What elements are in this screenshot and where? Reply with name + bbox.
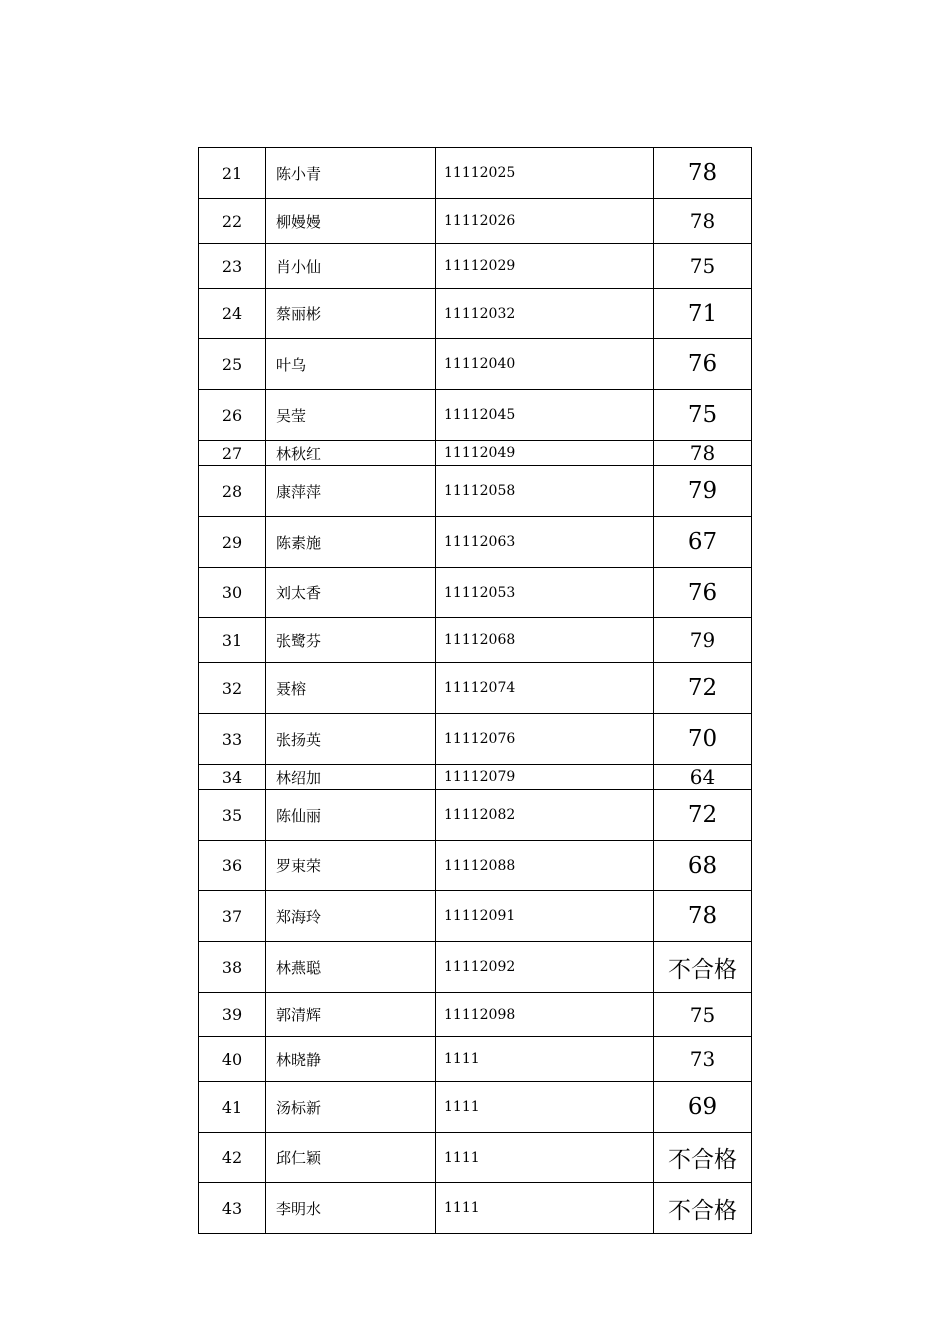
score-cell: 75 [654, 244, 752, 289]
row-number-cell: 31 [199, 618, 266, 663]
row-number-cell: 32 [199, 663, 266, 714]
row-number-cell: 42 [199, 1133, 266, 1183]
row-number-cell: 30 [199, 568, 266, 618]
row-number-cell: 28 [199, 466, 266, 517]
score-cell: 72 [654, 663, 752, 714]
student-name-cell: 蔡丽彬 [266, 289, 436, 339]
score-cell: 72 [654, 790, 752, 841]
row-number-cell: 33 [199, 714, 266, 765]
student-id-cell: 11112045 [436, 390, 654, 441]
table-row [199, 663, 752, 714]
score-cell: 78 [654, 441, 752, 466]
row-number-cell: 35 [199, 790, 266, 841]
table-row [199, 289, 752, 339]
table-row [199, 942, 752, 993]
score-cell: 78 [654, 148, 752, 199]
student-id-cell: 1111 [436, 1082, 654, 1133]
row-number-cell: 27 [199, 441, 266, 466]
score-cell: 不合格 [654, 942, 752, 993]
student-name-cell: 叶乌 [266, 339, 436, 390]
table-row [199, 148, 752, 199]
row-number-cell: 24 [199, 289, 266, 339]
table-row [199, 441, 752, 466]
row-number-cell: 39 [199, 993, 266, 1037]
student-name-cell: 聂榕 [266, 663, 436, 714]
student-name-cell: 吴莹 [266, 390, 436, 441]
student-id-cell: 1111 [436, 1133, 654, 1183]
student-name-cell: 郑海玲 [266, 891, 436, 942]
student-name-cell: 陈小青 [266, 148, 436, 199]
row-number-cell: 36 [199, 841, 266, 891]
student-name-cell: 康萍萍 [266, 466, 436, 517]
row-number-cell: 26 [199, 390, 266, 441]
student-name-cell: 李明水 [266, 1183, 436, 1234]
table-row [199, 993, 752, 1037]
row-number-cell: 25 [199, 339, 266, 390]
table-row [199, 568, 752, 618]
student-id-cell: 11112026 [436, 199, 654, 244]
score-cell: 67 [654, 517, 752, 568]
table-row [199, 1183, 752, 1234]
student-id-cell: 11112088 [436, 841, 654, 891]
score-cell: 69 [654, 1082, 752, 1133]
student-id-cell: 11112079 [436, 765, 654, 790]
table-row [199, 199, 752, 244]
score-cell: 78 [654, 891, 752, 942]
student-name-cell: 林燕聪 [266, 942, 436, 993]
table-row [199, 466, 752, 517]
table-row [199, 714, 752, 765]
student-id-cell: 11112032 [436, 289, 654, 339]
row-number-cell: 38 [199, 942, 266, 993]
student-id-cell: 1111 [436, 1183, 654, 1234]
student-id-cell: 11112098 [436, 993, 654, 1037]
score-cell: 76 [654, 568, 752, 618]
student-name-cell: 汤标新 [266, 1082, 436, 1133]
student-id-cell: 11112068 [436, 618, 654, 663]
student-id-cell: 11112076 [436, 714, 654, 765]
student-name-cell: 林绍加 [266, 765, 436, 790]
student-name-cell: 张鹭芬 [266, 618, 436, 663]
student-name-cell: 柳嫚嫚 [266, 199, 436, 244]
student-id-cell: 11112040 [436, 339, 654, 390]
table-row [199, 1082, 752, 1133]
score-cell: 71 [654, 289, 752, 339]
score-cell: 73 [654, 1037, 752, 1082]
student-name-cell: 郭清辉 [266, 993, 436, 1037]
score-cell: 70 [654, 714, 752, 765]
student-id-cell: 11112049 [436, 441, 654, 466]
table-row [199, 1037, 752, 1082]
score-cell: 68 [654, 841, 752, 891]
row-number-cell: 34 [199, 765, 266, 790]
table-row [199, 891, 752, 942]
row-number-cell: 23 [199, 244, 266, 289]
student-id-cell: 11112029 [436, 244, 654, 289]
score-table-body [199, 148, 752, 1234]
student-id-cell: 11112092 [436, 942, 654, 993]
score-cell: 79 [654, 466, 752, 517]
score-table [198, 147, 752, 1234]
table-row [199, 841, 752, 891]
score-cell: 64 [654, 765, 752, 790]
score-cell: 不合格 [654, 1183, 752, 1234]
student-id-cell: 11112025 [436, 148, 654, 199]
student-name-cell: 陈素施 [266, 517, 436, 568]
student-name-cell: 林晓静 [266, 1037, 436, 1082]
student-id-cell: 1111 [436, 1037, 654, 1082]
table-row [199, 790, 752, 841]
score-cell: 78 [654, 199, 752, 244]
table-row [199, 390, 752, 441]
score-cell: 不合格 [654, 1133, 752, 1183]
table-row [199, 618, 752, 663]
row-number-cell: 40 [199, 1037, 266, 1082]
student-name-cell: 邱仁颖 [266, 1133, 436, 1183]
table-row [199, 517, 752, 568]
row-number-cell: 37 [199, 891, 266, 942]
table-row [199, 339, 752, 390]
score-cell: 76 [654, 339, 752, 390]
student-name-cell: 林秋红 [266, 441, 436, 466]
row-number-cell: 41 [199, 1082, 266, 1133]
student-name-cell: 肖小仙 [266, 244, 436, 289]
student-id-cell: 11112074 [436, 663, 654, 714]
score-cell: 79 [654, 618, 752, 663]
student-name-cell: 刘太香 [266, 568, 436, 618]
table-row [199, 244, 752, 289]
row-number-cell: 22 [199, 199, 266, 244]
score-cell: 75 [654, 993, 752, 1037]
row-number-cell: 21 [199, 148, 266, 199]
row-number-cell: 43 [199, 1183, 266, 1234]
student-id-cell: 11112063 [436, 517, 654, 568]
score-cell: 75 [654, 390, 752, 441]
table-row [199, 765, 752, 790]
student-name-cell: 张扬英 [266, 714, 436, 765]
row-number-cell: 29 [199, 517, 266, 568]
student-id-cell: 11112082 [436, 790, 654, 841]
student-id-cell: 11112058 [436, 466, 654, 517]
table-row [199, 1133, 752, 1183]
student-id-cell: 11112053 [436, 568, 654, 618]
student-name-cell: 罗束荣 [266, 841, 436, 891]
student-name-cell: 陈仙丽 [266, 790, 436, 841]
student-id-cell: 11112091 [436, 891, 654, 942]
